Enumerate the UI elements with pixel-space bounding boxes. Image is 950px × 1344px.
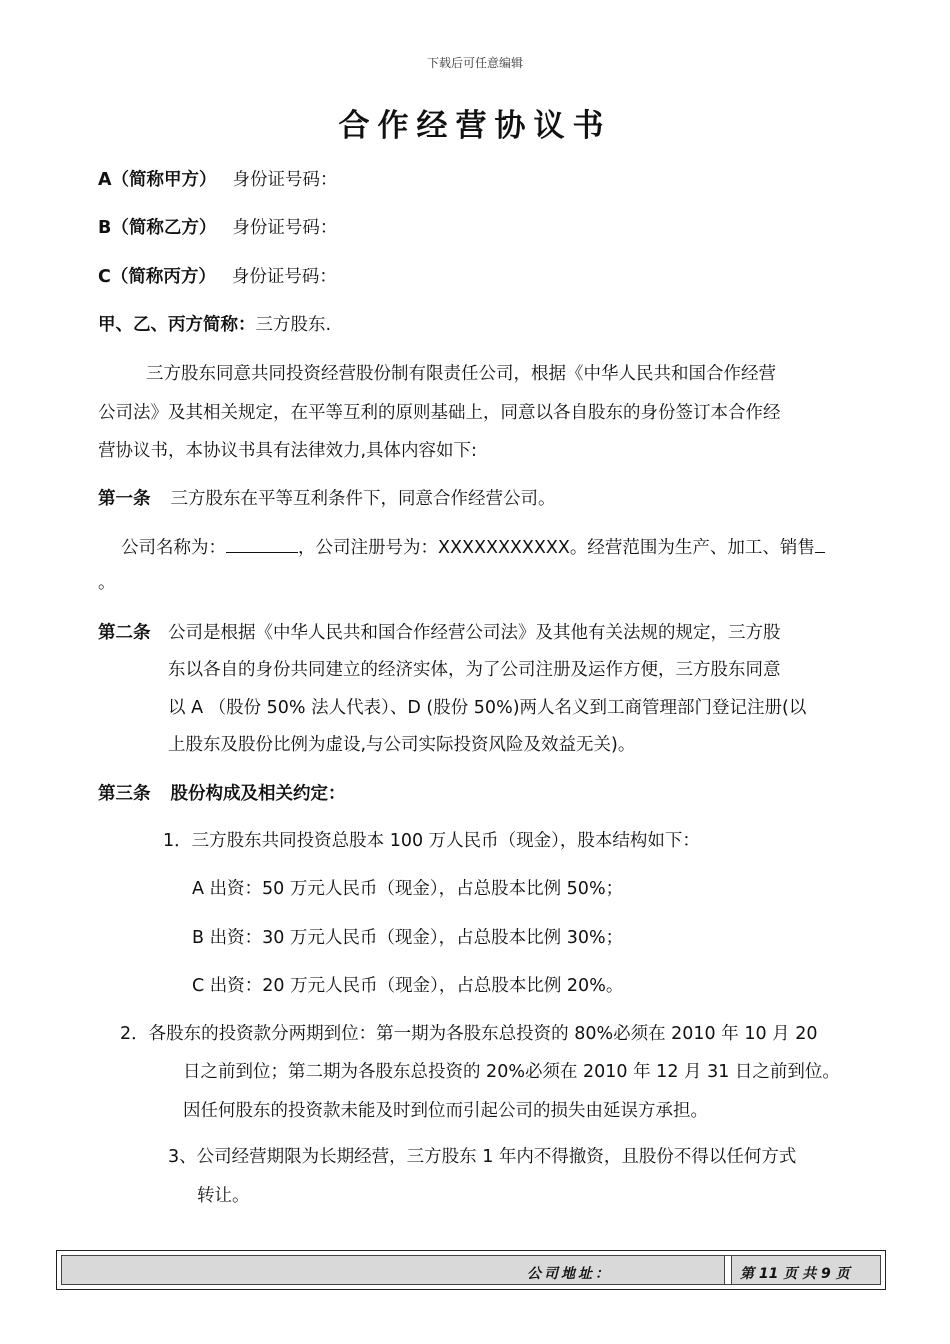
intro-line-3: 营协议书，本协议书具有法律效力,具体内容如下: xyxy=(98,441,477,461)
party-b-line xyxy=(98,214,337,239)
header-note: 下载后可任意编辑 xyxy=(426,56,523,70)
article-2-line-4: 上股东及股份比例为虚设,与公司实际投资风险及效益无关)。 xyxy=(168,735,636,755)
article-2-line-1: 公司是根据《中华人民共和国合作经营公司法》及其他有关法规的规定，三方股 xyxy=(168,623,781,643)
document-title: 合作经营协议书 xyxy=(338,108,612,144)
party-a-id: 身份证号码： xyxy=(232,170,338,190)
company-info-end: 。 xyxy=(98,573,116,593)
article-3-item-2-line-3: 因任何股东的投资款未能及时到位而引起公司的损失由延误方承担。 xyxy=(183,1101,708,1121)
intro-line-1: 三方股东同意共同投资经营股份制有限责任公司，根据《中华人民共和国合作经营 xyxy=(146,364,776,384)
article-3-item-3-line-1: 3、公司经营期限为长期经营，三方股东 1 年内不得撤资，且股份不得以任何方式 xyxy=(168,1147,797,1167)
party-c-line xyxy=(98,263,337,288)
party-a-line xyxy=(98,166,338,191)
company-name-prefix: 公司名称为： xyxy=(121,538,226,558)
business-scope-blank xyxy=(815,536,825,553)
article-3-label: 第三条 xyxy=(98,784,151,804)
party-c-id: 身份证号码： xyxy=(231,267,337,287)
footer-page-number: 第 11 页 共 9 页 xyxy=(740,1266,850,1282)
article-3-item-2-line-2: 日之前到位；第二期为各股东总投资的 20%必须在 2010 年 12 月 31 日之前到位。 xyxy=(183,1062,840,1082)
party-b-id: 身份证号码： xyxy=(232,218,338,238)
page-footer xyxy=(56,1250,886,1290)
article-3-item-3-line-2: 转让。 xyxy=(197,1186,250,1206)
article-3-title: 股份构成及相关约定： xyxy=(170,784,346,804)
company-info-text: ，公司注册号为：XXXXXXXXXXX。经营范围为生产、加工、销售 xyxy=(298,538,815,558)
footer-bar xyxy=(61,1255,881,1285)
article-3-heading xyxy=(98,780,346,805)
footer-address-label: 公司地址： xyxy=(527,1266,612,1282)
article-2-line-3: 以 A （股份 50% 法人代表）、D (股份 50%)两人名义到工商管理部门登记注册(以 xyxy=(168,698,807,718)
article-3-item-2-line-1: 2．各股东的投资款分两期到位：第一期为各股东总投资的 80%必须在 2010 年 10 月 20 xyxy=(120,1024,818,1044)
parties-abbreviation xyxy=(98,311,331,336)
party-c-label: C（简称丙方） xyxy=(98,267,216,287)
party-b-label: B（简称乙方） xyxy=(98,218,217,238)
party-a-label: A（简称甲方） xyxy=(98,170,217,190)
article-2-line-2: 东以各自的身份共同建立的经济实体，为了公司注册及运作方便，三方股东同意 xyxy=(168,660,781,680)
company-name-blank xyxy=(226,536,298,553)
article-1-label: 第一条 xyxy=(98,489,151,509)
company-info-line xyxy=(121,534,825,559)
article-1 xyxy=(98,485,556,510)
intro-line-2: 公司法》及其相关规定，在平等互利的原则基础上，同意以各自股东的身份签订本合作经 xyxy=(98,403,781,423)
article-1-text: 三方股东在平等互利条件下，同意合作经营公司。 xyxy=(170,489,556,509)
article-3-item-1: 1．三方股东共同投资总股本 100 万人民币（现金），股本结构如下： xyxy=(163,831,700,851)
share-row-a: A 出资：50 万元人民币（现金），占总股本比例 50%； xyxy=(192,879,624,899)
share-row-b: B 出资：30 万元人民币（现金），占总股本比例 30%； xyxy=(192,928,624,948)
article-2-label: 第二条 xyxy=(98,623,151,643)
abbr-value: 三方股东. xyxy=(255,315,332,335)
abbr-label: 甲、乙、丙方简称： xyxy=(98,315,256,335)
share-row-c: C 出资：20 万元人民币（现金），占总股本比例 20%。 xyxy=(192,976,624,996)
footer-divider xyxy=(724,1256,732,1284)
